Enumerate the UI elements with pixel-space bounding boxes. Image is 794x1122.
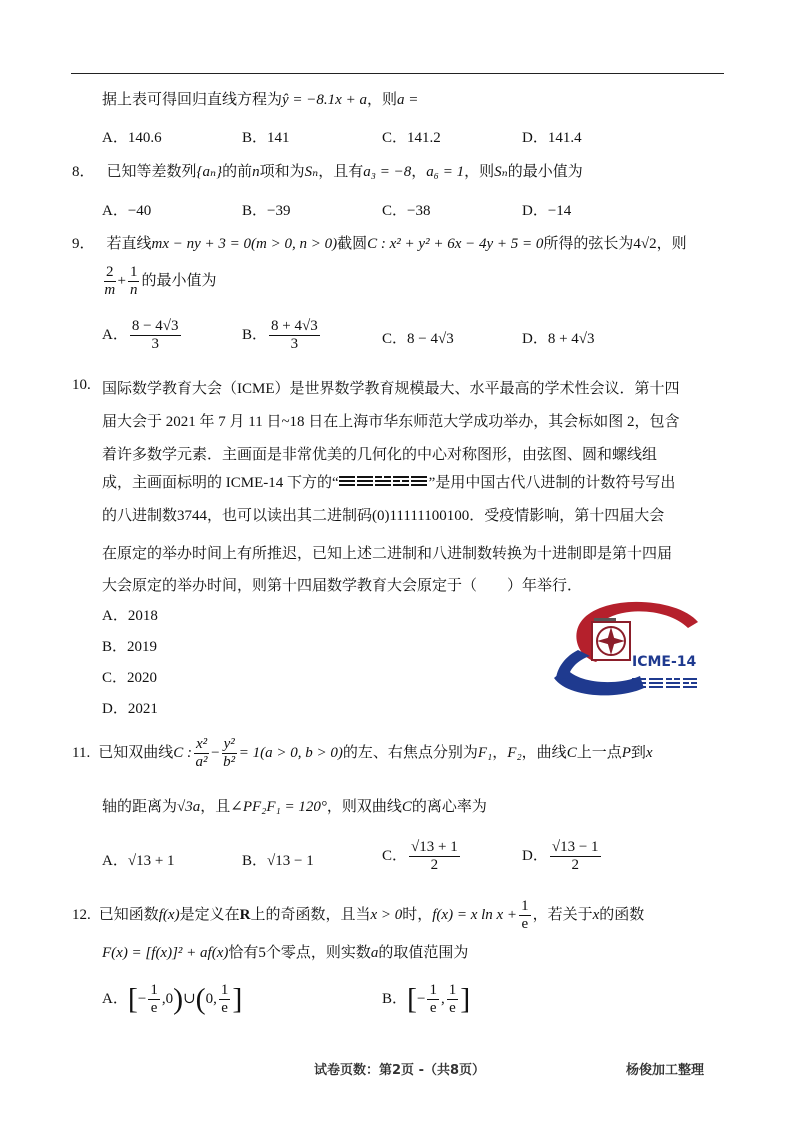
q7-stem-text-2: ，则: [366, 92, 397, 108]
q11-stem: 11. 已知双曲线C : $\frac{\text{x²}}{\text{a²}}$ − $\frac{\text{y²}}{\text{b²}}$ = 1(a > 0, b > 0)的左、右焦点分别为F₁，F₂，曲线C上一点P到x: [72, 736, 653, 770]
q8-stem: 8． 已知等差数列{aₙ}的前n项和为Sₙ，且有a₃ = −8，a₆ = 1，则Sₙ的最小值为: [72, 164, 583, 180]
q8-option-a[interactable]: A．−40: [102, 203, 152, 219]
q12-stem: 12. 已知函数f(x)是定义在R上的奇函数，且当x > 0时，f(x) = x ln x + $\frac{1}{e}$ ，若关于x的函数: [72, 898, 645, 932]
q9-number: 9．: [72, 236, 95, 252]
q11-option-a[interactable]: A．√13 + 1: [102, 853, 175, 869]
q10-option-d[interactable]: D．2021: [102, 701, 158, 717]
q8-option-d[interactable]: D．−14: [522, 203, 572, 219]
q9-option-b[interactable]: B． $\frac{8 + 4√3}{3}$: [242, 318, 318, 352]
q10-line-7: 大会原定的举办时间，则第十四届数学教育大会原定于（ ）年举行．: [102, 578, 583, 594]
q7-equation: ŷ = −8.1x + a: [282, 92, 367, 108]
q11-option-d[interactable]: D． $\frac{√13 - 1}{2}$: [522, 839, 599, 873]
q11-stem-line2: 轴的距离为√3a，且∠PF₂F₁ = 120°，则双曲线C的离心率为: [102, 799, 487, 815]
q9-option-d[interactable]: D．8 + 4√3: [522, 331, 595, 347]
page-footer-center: 试卷页数：第2页 -（共8页）: [314, 1063, 486, 1078]
q12-stem-line2: F(x) = [f(x)]² + af(x)恰有5个零点，则实数a的取值范围为: [102, 945, 469, 961]
q9-option-c[interactable]: C．8 − 4√3: [382, 331, 454, 347]
octal-rod-symbols: [339, 475, 429, 492]
q10-option-a[interactable]: A．2018: [102, 608, 158, 624]
q9-stem: 9． 若直线mx − ny + 3 = 0(m > 0, n > 0)截圆C : x² + y² + 6x − 4y + 5 = 0所得的弦长为4√2，则: [72, 236, 687, 252]
q8-option-c[interactable]: C．−38: [382, 203, 431, 219]
q7-option-c[interactable]: C．141.2: [382, 130, 441, 146]
q10-option-b[interactable]: B．2019: [102, 639, 158, 655]
q8-number: 8．: [72, 164, 95, 180]
q10-line-1: 国际数学教育大会（ICME）是世界数学教育规模最大、水平最高的学术性会议．第十四: [102, 381, 680, 397]
q7-option-b[interactable]: B．141: [242, 130, 290, 146]
q7-stem: [102, 88, 418, 109]
q11-option-c[interactable]: C． $\frac{√13 + 1}{2}$: [382, 839, 458, 873]
q10-option-c[interactable]: C．2020: [102, 670, 158, 686]
q10-line-2: 届大会于 2021 年 7 月 11 日~18 日在上海市华东师范大学成功举办，其会标如图 2，包含: [102, 414, 680, 430]
q10-line-3: 着许多数学元素．主画面是非常优美的几何化的中心对称图形，由弦图、圆和螺线组: [102, 447, 658, 463]
q7-option-d[interactable]: D．141.4: [522, 130, 582, 146]
q10-line-5: 的八进制数3744，也可以读出其二进制码(0)11111100100．受疫情影响，第十四届大会: [102, 508, 665, 524]
q10-line-6: 在原定的举办时间上有所推迟，已知上述二进制和八进制数转换为十进制即是第十四届: [102, 546, 673, 562]
page-footer-right: 杨俊加工整理: [626, 1063, 705, 1078]
icme-14-logo: [548, 598, 708, 702]
q7-option-a[interactable]: A．140.6: [102, 130, 162, 146]
q10-line-4: 成，主画面标明的 ICME-14 下方的“ ”是用中国古代八进制的计数符号写出: [102, 475, 676, 491]
q11-number: 11.: [72, 744, 91, 761]
q8-option-b[interactable]: B．−39: [242, 203, 291, 219]
icme-logo-text: ICME-14: [632, 654, 697, 670]
q9-option-a[interactable]: A． $\frac{8 - 4√3}{3}$: [102, 318, 179, 352]
q12-option-a[interactable]: A．[− $\frac{1}{e}$ ,0)∪(0, $\frac{1}{e}$ ]: [102, 982, 243, 1016]
q9-stem-line2: $\frac{2}{m}$ + $\frac{1}{n}$ 的最小值为: [104, 264, 217, 298]
header-rule: [71, 73, 724, 74]
q7-var: a =: [396, 92, 419, 108]
q7-stem-text: 据上表可得回归直线方程为: [102, 92, 283, 108]
q11-option-b[interactable]: B．√13 − 1: [242, 853, 314, 869]
q12-option-b[interactable]: B．[− $\frac{1}{e}$ , $\frac{1}{e}$ ]: [382, 982, 471, 1016]
q10-number: 10.: [72, 377, 91, 393]
q12-number: 12.: [72, 906, 91, 923]
